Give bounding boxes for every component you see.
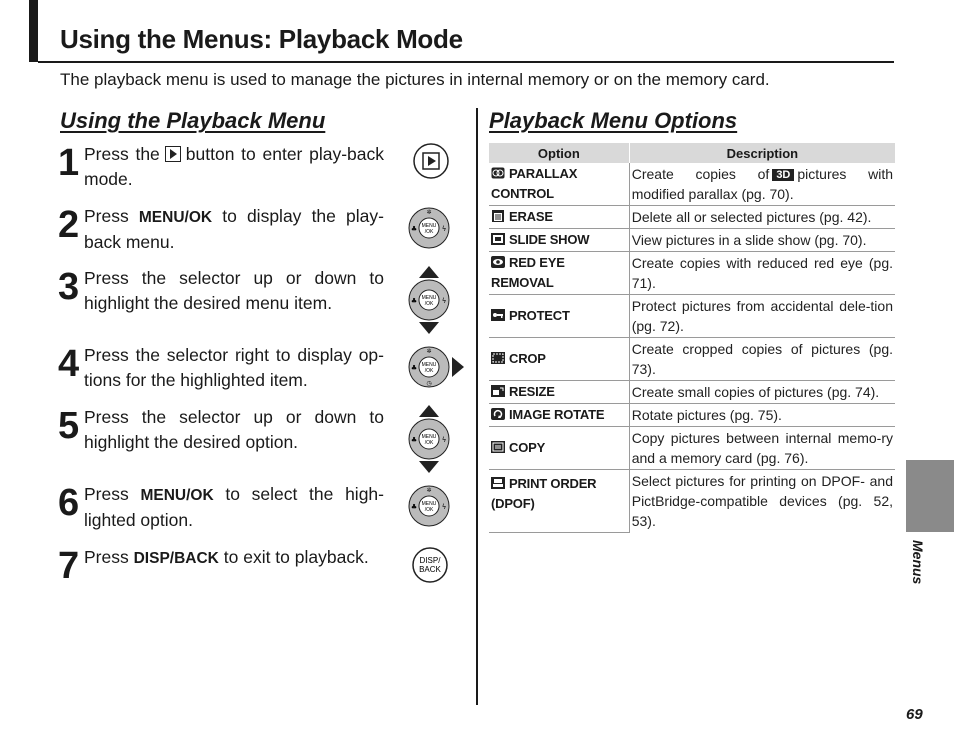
step-2-text: Press MENU/OK to display the play-back menu. xyxy=(84,206,384,252)
step-5-text: Press the selector up or down to highlight the desired option. xyxy=(84,407,384,452)
trash-icon xyxy=(491,210,505,222)
description-cell: Rotate pictures (pg. 75). xyxy=(629,404,895,427)
description-cell: Create copies of 3D pictures with modified parallax (pg. 70). xyxy=(629,163,895,206)
svg-text:MENU: MENU xyxy=(421,362,437,368)
svg-text:BACK: BACK xyxy=(419,565,441,574)
menu-ok-selector-icon xyxy=(403,482,455,530)
menu-ok-selector-icon xyxy=(403,204,455,252)
svg-text:MENU: MENU xyxy=(421,501,437,507)
3d-badge: 3D xyxy=(772,169,794,181)
key-icon xyxy=(491,309,505,321)
disp-back-button-icon xyxy=(411,546,449,584)
option-cell: RED EYE REMOVAL xyxy=(489,252,629,295)
description-cell: Create cropped copies of pictures (pg. 73). xyxy=(629,338,895,381)
svg-text:/OK: /OK xyxy=(424,301,434,307)
resize-icon xyxy=(491,385,505,397)
step-number: 2 xyxy=(58,204,78,246)
step-number: 5 xyxy=(58,405,78,447)
red-eye-icon xyxy=(491,256,505,268)
description-cell: Create copies with reduced red eye (pg. 71). xyxy=(629,252,895,295)
table-row xyxy=(489,229,895,252)
step-6-text: Press MENU/OK to select the high-lighted option. xyxy=(84,484,384,530)
selector-up-down-icon xyxy=(403,266,455,334)
option-cell: ERASE xyxy=(489,206,629,229)
step-number: 7 xyxy=(58,545,78,587)
playback-menu-options-table xyxy=(489,143,895,533)
svg-text:♣: ♣ xyxy=(410,297,418,305)
svg-text:/OK: /OK xyxy=(424,440,434,446)
selector-up-down-icon xyxy=(403,405,455,473)
table-row xyxy=(489,252,895,295)
svg-text:MENU: MENU xyxy=(421,295,437,301)
section-heading-playback-menu-options: Playback Menu Options xyxy=(489,108,738,133)
option-cell: PROTECT xyxy=(489,295,629,338)
selector-right-icon xyxy=(403,343,465,391)
svg-text:ϟ: ϟ xyxy=(441,297,447,305)
svg-text:ϟ: ϟ xyxy=(441,503,447,511)
table-row xyxy=(489,206,895,229)
step-number: 3 xyxy=(58,266,78,308)
svg-text:DISP/: DISP/ xyxy=(419,556,441,565)
svg-text:MENU: MENU xyxy=(421,434,437,440)
step-3-text: Press the selector up or down to highlight the desired menu item. xyxy=(84,268,384,313)
print-icon xyxy=(491,477,505,489)
table-row xyxy=(489,381,895,404)
rotate-icon xyxy=(491,408,505,420)
parallax-icon xyxy=(491,167,505,179)
svg-text:/OK: /OK xyxy=(424,229,434,235)
svg-text:/OK: /OK xyxy=(424,507,434,513)
step-4-text: Press the selector right to display op-tions for the highlighted item. xyxy=(84,345,384,390)
svg-text:/OK: /OK xyxy=(424,368,434,374)
description-cell: Copy pictures between internal memo-ry and a memory card (pg. 76). xyxy=(629,427,895,470)
description-cell: Protect pictures from accidental dele-tion (pg. 72). xyxy=(629,295,895,338)
svg-text:♣: ♣ xyxy=(410,364,418,372)
svg-text:MENU: MENU xyxy=(421,223,437,229)
svg-text:♣: ♣ xyxy=(410,503,418,511)
step-number: 4 xyxy=(58,343,78,385)
option-cell: PRINT ORDER (DPOF) xyxy=(489,470,629,533)
option-cell: COPY xyxy=(489,427,629,470)
description-cell: Select pictures for printing on DPOF- and PictBridge-compatible devices (pg. 52, 53). xyxy=(629,470,895,533)
svg-text:◷: ◷ xyxy=(426,380,432,387)
description-cell: View pictures in a slide show (pg. 70). xyxy=(629,229,895,252)
description-cell: Delete all or selected pictures (pg. 42). xyxy=(629,206,895,229)
header-accent-bar xyxy=(29,0,38,62)
svg-text:✲: ✲ xyxy=(426,209,432,216)
chapter-tab xyxy=(906,460,954,532)
description-cell: Create small copies of pictures (pg. 74). xyxy=(629,381,895,404)
crop-icon xyxy=(491,352,505,364)
page-title: Using the Menus: Playback Mode xyxy=(60,24,463,54)
intro-text: The playback menu is used to manage the pictures in internal memory or on the memory card. xyxy=(60,70,770,89)
svg-text:♣: ♣ xyxy=(410,225,418,233)
slide-show-icon xyxy=(491,233,505,245)
table-row xyxy=(489,338,895,381)
svg-text:✲: ✲ xyxy=(426,348,432,355)
option-cell: PARALLAX CONTROL xyxy=(489,163,629,206)
table-row xyxy=(489,427,895,470)
step-7-text: Press DISP/BACK to exit to playback. xyxy=(84,547,369,567)
option-cell: SLIDE SHOW xyxy=(489,229,629,252)
step-number: 1 xyxy=(58,142,78,184)
step-1-text: Press the button to enter play-back mode. xyxy=(84,144,384,189)
play-glyph-icon xyxy=(165,146,181,162)
table-row xyxy=(489,470,895,533)
copy-icon xyxy=(491,441,505,453)
step-number: 6 xyxy=(58,482,78,524)
playback-button-icon xyxy=(412,142,450,180)
header-rule xyxy=(38,61,894,63)
option-cell: RESIZE xyxy=(489,381,629,404)
table-header-row xyxy=(489,143,895,163)
table-row xyxy=(489,295,895,338)
table-row xyxy=(489,163,895,206)
column-header-option: Option xyxy=(489,143,629,163)
svg-text:ϟ: ϟ xyxy=(441,225,447,233)
column-divider xyxy=(476,108,478,705)
svg-text:♣: ♣ xyxy=(410,436,418,444)
svg-text:✲: ✲ xyxy=(426,487,432,494)
table-row xyxy=(489,404,895,427)
option-cell: IMAGE ROTATE xyxy=(489,404,629,427)
chapter-label: Menus xyxy=(910,540,926,585)
page-number: 69 xyxy=(906,706,923,723)
column-header-description: Description xyxy=(629,143,895,163)
section-heading-using-playback-menu: Using the Playback Menu xyxy=(60,108,326,133)
option-cell: CROP xyxy=(489,338,629,381)
svg-text:ϟ: ϟ xyxy=(441,436,447,444)
